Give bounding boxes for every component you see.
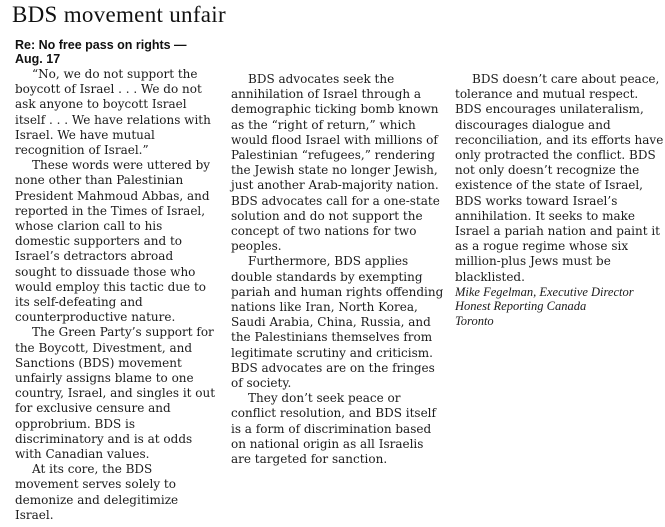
column-2 <box>231 72 445 467</box>
signature-city: Toronto <box>455 314 494 329</box>
paragraph: BDS doesn’t care about peace, tolerance and mutual respect. BDS encourages unilateralism, discourages dialogue and reconciliation, and its efforts have only protracted the conflict. BDS not only doesn’t recognize the existence of the state of Israel, BDS works toward Israel’s annihilation. It seeks to make Israel a pariah nation and paint it as a rogue regime whose six million-plus Jews must be blacklisted. <box>455 72 664 284</box>
paragraph: At its core, the BDS movement serves solely to demonize and delegitimize Israel. <box>15 462 179 522</box>
paragraph: Furthermore, BDS applies double standards by exempting pariah and human rights offending nations like Iran, North Korea, Saudi Arabia, China, Russia, and the Palestinians themselves from legitimate scrutiny and criticism. BDS advocates are on the fringes of society. <box>231 254 444 391</box>
paragraph: “No, we do not support the boycott of Israel . . . We do not ask anyone to boycott Israel itself . . . We have relations with Israel. We have mutual recognition of Israel.” <box>15 67 211 158</box>
re-line: Re: No free pass on rights — Aug. 17 <box>15 38 187 66</box>
headline: BDS movement unfair <box>12 2 226 27</box>
paragraph: BDS advocates seek the annihilation of Israel through a demographic ticking bomb known as the “right of return,” which would flood Israel with millions of Palestinian “refugees,” rendering the Jewish state no longer Jewish, just another Arab-majority nation. BDS advocates call for a one-state solution and do not support the concept of two nations for two peoples. <box>231 72 440 254</box>
paragraph: These words were uttered by none other than Palestinian President Mahmoud Abbas, and reported in the Times of Israel, whose clarion call to his domestic supporters and to Israel’s detractors abroad sought to dissuade those who would employ this tactic due to its self-defeating and counterproductive nature. <box>15 158 211 325</box>
paragraph: They don’t seek peace or conflict resolution, and BDS itself is a form of discrimination based on national origin as all Israelis are targeted for sanction. <box>231 391 436 467</box>
paragraph: The Green Party’s support for the Boycott, Divestment, and Sanctions (BDS) movement unfairly assigns blame to one country, Israel, and singles it out for exclusive censure and opprobrium. BDS is discriminatory and is at odds with Canadian values. <box>15 325 216 462</box>
column-1 <box>15 67 218 523</box>
signature-org: Honest Reporting Canada <box>455 299 587 314</box>
signature-name: Mike Fegelman, Executive Director <box>455 284 634 299</box>
column-3 <box>455 72 665 329</box>
